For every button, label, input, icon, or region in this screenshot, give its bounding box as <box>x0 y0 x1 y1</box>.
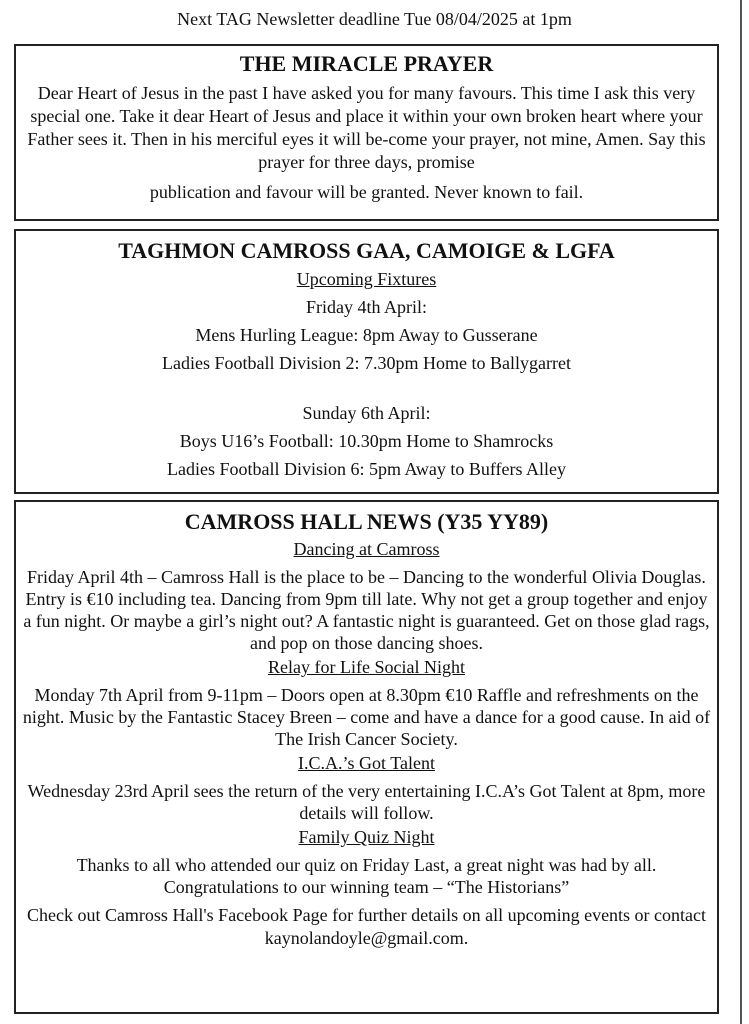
hall-news-title: CAMROSS HALL NEWS (Y35 YY89) <box>184 509 549 534</box>
ica-heading: I.C.A.’s Got Talent <box>298 753 435 773</box>
dancing-heading: Dancing at Camross <box>293 539 440 559</box>
prayer-text <box>16 82 717 204</box>
fixtures-subheading: Upcoming Fixtures <box>296 269 437 289</box>
miracle-prayer-box <box>14 44 719 221</box>
fixture-item: Mens Hurling League: 8pm Away to Gusserane <box>195 325 538 345</box>
quiz-text: Thanks to all who attended our quiz on Friday Last, a great night was had by all. Congratulations to our winning team – “The Historians” <box>76 855 657 897</box>
fixture-item: Ladies Football Division 6: 5pm Away to Buffers Alley <box>167 459 566 479</box>
newsletter-deadline: Next TAG Newsletter deadline Tue 08/04/2025 at 1pm <box>177 9 572 29</box>
gaa-fixtures-box <box>14 229 719 494</box>
page-edge-line <box>740 0 742 1024</box>
prayer-body: Dear Heart of Jesus in the past I have asked you for many favours. This time I ask this very special one. Take it dear Heart of Jesus and place it within your own broken heart where your Father sees it. Then in his merciful eyes it will be-come your prayer, not mine, Amen. Say this prayer for three days, promise <box>27 83 706 172</box>
prayer-last-line: publication and favour will be granted. Never known to fail. <box>149 182 584 202</box>
relay-text: Monday 7th April from 9-11pm – Doors open at 8.30pm €10 Raffle and refreshments on the night. Music by the Fantastic Stacey Breen – come and have a dance for a good cause. In aid of The Irish Cancer Society. <box>22 685 711 749</box>
fixture-day-sunday: Sunday 6th April: <box>302 403 431 423</box>
spacer <box>16 377 717 399</box>
relay-heading: Relay for Life Social Night <box>268 657 465 677</box>
prayer-title: THE MIRACLE PRAYER <box>239 51 494 76</box>
fixture-item: Ladies Football Division 2: 7.30pm Home to Ballygarret <box>162 353 571 373</box>
camross-hall-news-box <box>14 500 719 1014</box>
dancing-text: Friday April 4th – Camross Hall is the place to be – Dancing to the wonderful Olivia Douglas. Entry is €10 including tea. Dancing from 9pm till late. Why not get a group together and enjoy a fun night. Or maybe a girl’s night out? A fantastic night is guaranteed. Get on those glad rags, and pop on those dancing shoes. <box>23 567 710 653</box>
hall-footer-text: Check out Camross Hall's Facebook Page for further details on all upcoming events or contact kaynolandoyle@gmail.com. <box>26 905 707 948</box>
quiz-heading: Family Quiz Night <box>298 827 435 847</box>
gaa-title: TAGHMON CAMROSS GAA, CAMOIGE & LGFA <box>118 238 615 263</box>
fixture-day-friday: Friday 4th April: <box>306 297 427 317</box>
fixture-item: Boys U16’s Football: 10.30pm Home to Shamrocks <box>179 431 554 451</box>
ica-text: Wednesday 23rd April sees the return of the very entertaining I.C.A’s Got Talent at 8pm, more details will follow. <box>27 781 706 823</box>
